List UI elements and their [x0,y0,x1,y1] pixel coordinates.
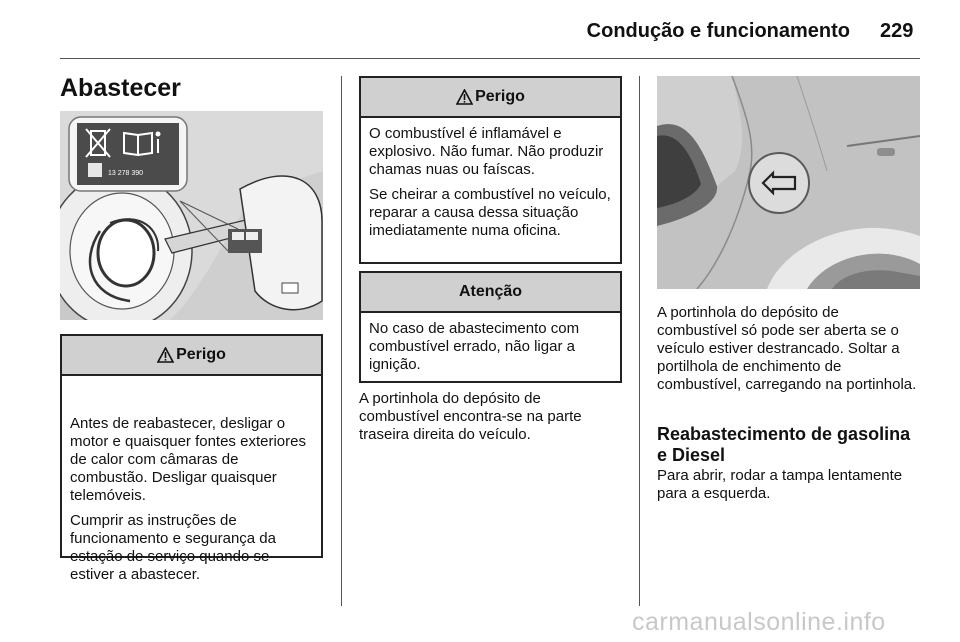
danger-box-1-paragraph: Antes de reabastecer, desligar o motor e quaisquer fontes exteriores de calor com câmaras de combustão. Desligar quaisquer telemóveis. [70,415,306,504]
warning-triangle-icon [456,89,473,105]
danger-box-2-paragraph: O combustível é inflamável e explosivo. Não fumar. Não produzir chamas nuas ou faíscas. [369,125,604,178]
watermark: carmanualsonline.info [632,608,886,636]
caution-box [359,271,622,383]
header-rule [60,58,920,59]
danger-box-2-header [361,78,620,118]
fuel-filler-drawing [60,111,323,320]
danger-box-1-header [62,336,321,376]
danger-box-2-heading: Perigo [475,88,525,105]
caution-box-header [361,273,620,313]
section-title: Abastecer [60,74,181,102]
danger-box-1 [60,334,323,583]
refuelling-instructions-text: Para abrir, rodar a tampa lentamente para a esquerda. [657,467,903,502]
caution-box-body [361,313,620,374]
danger-box-2-body [361,118,620,240]
fuel-door-car-illustration [657,76,920,289]
refuelling-subheading: Reabastecimento de gasolina e Diesel [657,424,911,465]
caution-box-paragraph: No caso de abastecimento com combustível errado, não ligar a ignição. [369,320,580,373]
fuel-filler-illustration [60,111,323,320]
fuel-door-location-text: A portinhola do depósito de combustível encontra-se na parte traseira direita do veículo. [359,390,582,443]
fuel-door-opening-text: A portinhola do depósito de combustível só pode ser aberta se o veículo estiver destrancado. Soltar a portilhola de enchimento de combustível, carregando na portinhola. [657,304,917,393]
danger-box-2-paragraph: Se cheirar a combustível no veículo, reparar a causa dessa situação imediatamente numa oficina. [369,186,611,239]
caution-box-heading: Atenção [458,283,523,300]
column-divider-left [341,76,342,606]
danger-box-1-paragraph: Cumprir as instruções de funcionamento e segurança da estação de serviço quando se estiver a abastecer. [70,512,276,583]
column-divider-right [639,76,640,606]
label-part-number: 13 278 390 [108,170,144,177]
danger-box-1-body [62,376,321,584]
page-number: 229 [880,20,914,42]
danger-box-2 [359,76,622,264]
warning-triangle-icon [157,347,174,363]
running-header-title: Condução e funcionamento [586,20,850,42]
car-rear-drawing [657,76,920,289]
danger-box-1-heading: Perigo [176,346,226,363]
